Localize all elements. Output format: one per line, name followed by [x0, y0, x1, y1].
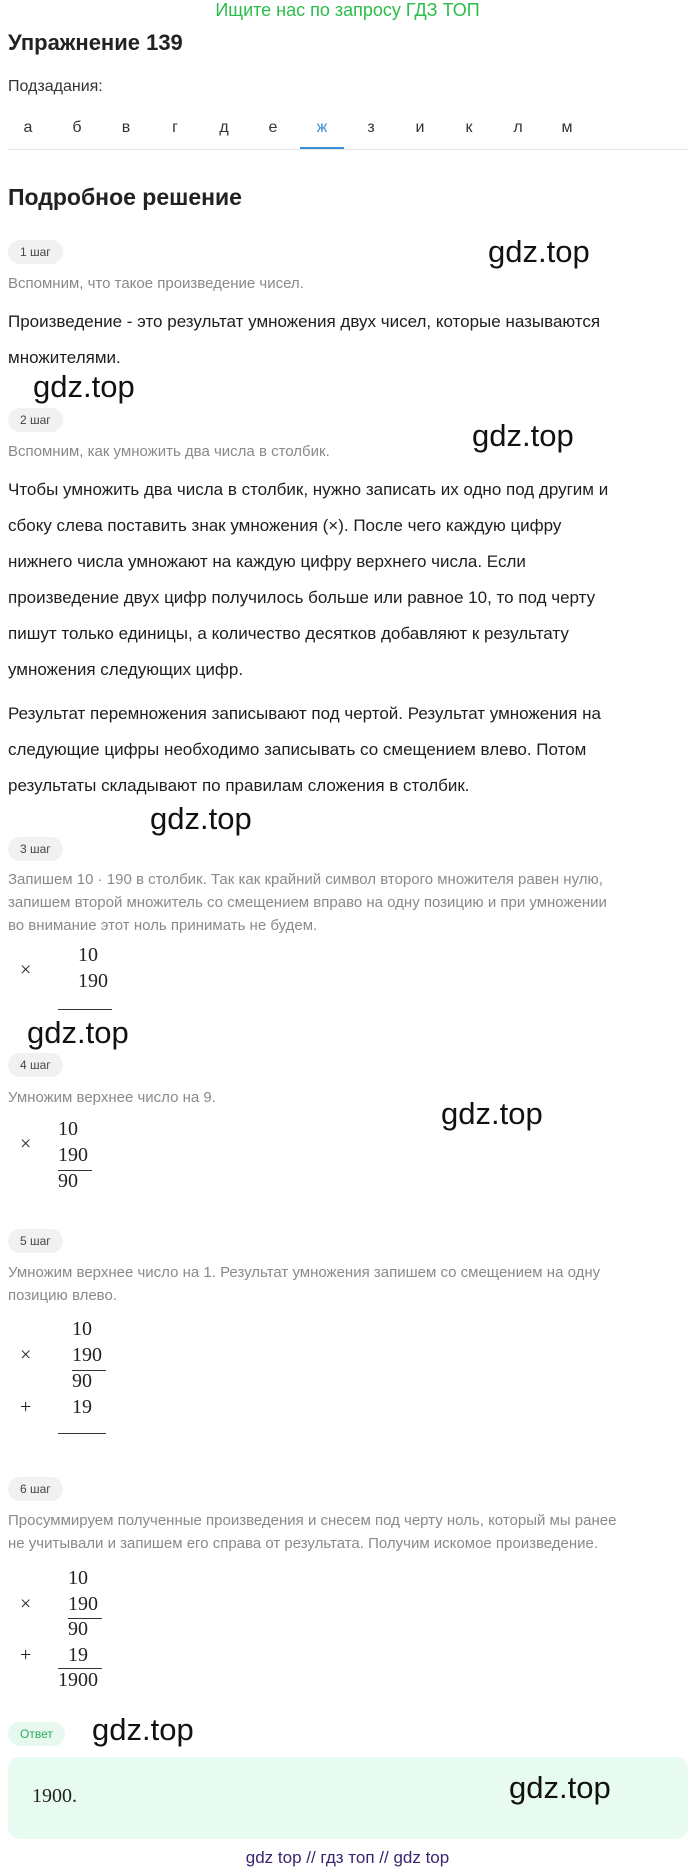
step-text-line: нижнего числа умножают на каждую цифру верхнего числа. Если [8, 552, 526, 571]
partial-product: 19 [68, 1644, 88, 1666]
watermark: gdz.top [92, 1712, 194, 1747]
active-tab-indicator [300, 147, 344, 149]
tab-b[interactable]: б [72, 119, 82, 136]
step-text-line: множителями. [8, 348, 121, 367]
bottom-number: 190 [68, 1593, 98, 1615]
step-text-line: Произведение - это результат умножения двух чисел, которые называются [8, 312, 601, 331]
partial-product: 19 [72, 1396, 92, 1418]
step-text-line: результаты складывают по правилам сложения в столбик. [8, 776, 470, 795]
subtask-tabs [8, 117, 688, 150]
watermark: gdz.top [27, 1015, 129, 1050]
times-sign: × [20, 1593, 32, 1615]
watermark: gdz.top [509, 1770, 611, 1805]
step-hint: позицию влево. [8, 1287, 117, 1304]
step-hint: Умножим верхнее число на 1. Результат умножения запишем со смещением на одну [8, 1264, 601, 1281]
plus-sign: + [20, 1396, 32, 1418]
step-hint: Вспомним, как умножить два числа в столбик. [8, 443, 330, 460]
subtasks-label: Подзадания: [8, 78, 103, 95]
tab-i[interactable]: и [415, 119, 425, 136]
step-text-line: произведение двух цифр получилось больше или равное 10, то под черту [8, 588, 596, 607]
step-hint: запишем второй множитель со смещением вправо на одну позицию и при умножении [8, 894, 607, 911]
step-hint: Просуммируем полученные произведения и снесем под черту ноль, который мы ранее [8, 1512, 617, 1529]
footer-links[interactable]: gdz top // гдз топ // gdz top [245, 1848, 450, 1867]
bottom-number: 190 [72, 1344, 102, 1366]
page-title: Упражнение 139 [8, 30, 183, 55]
step-text-line: сбоку слева поставить знак умножения (×). После чего каждую цифру [8, 516, 562, 535]
top-number: 10 [72, 1318, 92, 1340]
step-text-line: Результат перемножения записывают под чертой. Результат умножения на [8, 704, 601, 723]
partial-product: 90 [58, 1170, 78, 1192]
top-number: 10 [68, 1567, 88, 1589]
step-badge: 1 шаг [8, 240, 63, 264]
step-text-line: умножения следующих цифр. [8, 660, 244, 679]
answer-badge: Ответ [8, 1722, 65, 1746]
tab-g[interactable]: г [172, 119, 178, 136]
tab-k[interactable]: к [465, 119, 473, 136]
section-title: Подробное решение [8, 184, 242, 210]
step-text-line: следующие цифры необходимо записывать со смещением влево. Потом [8, 740, 587, 759]
step-badge: 3 шаг [8, 837, 63, 861]
step-hint: во внимание этот ноль принимать не будем. [8, 917, 318, 934]
tab-zh-active[interactable]: ж [316, 119, 328, 136]
tab-z[interactable]: з [367, 119, 375, 136]
tab-l[interactable]: л [513, 119, 523, 136]
partial-product: 90 [68, 1618, 88, 1640]
top-number: 10 [78, 944, 98, 966]
step-badge: 2 шаг [8, 408, 63, 432]
tab-a[interactable]: а [23, 119, 33, 136]
watermark: gdz.top [472, 418, 574, 453]
underline [58, 1009, 112, 1010]
step-hint: Вспомним, что такое произведение чисел. [8, 275, 304, 292]
bottom-number: 190 [78, 970, 108, 992]
promo-banner[interactable]: Ищите нас по запросу ГДЗ ТОП [215, 0, 480, 20]
step-text-line: пишут только единицы, а количество десятков добавляют к результату [8, 624, 569, 643]
top-number: 10 [58, 1118, 78, 1140]
watermark: gdz.top [488, 234, 590, 269]
step-badge: 4 шаг [8, 1053, 63, 1077]
watermark: gdz.top [33, 369, 135, 404]
tab-v[interactable]: в [121, 119, 131, 136]
tab-m[interactable]: м [561, 119, 573, 136]
plus-sign: + [20, 1644, 32, 1666]
times-sign: × [20, 1344, 32, 1366]
answer-value: 1900. [32, 1785, 77, 1807]
step-hint: Умножим верхнее число на 9. [8, 1089, 216, 1106]
tab-d[interactable]: д [219, 119, 229, 136]
underline [58, 1433, 106, 1434]
watermark: gdz.top [441, 1096, 543, 1131]
partial-product: 90 [72, 1370, 92, 1392]
step-text-line: Чтобы умножить два числа в столбик, нужно записать их одно под другим и [8, 480, 609, 499]
times-sign: × [20, 1133, 32, 1155]
step-badge: 6 шаг [8, 1477, 63, 1501]
final-result: 1900 [58, 1669, 98, 1691]
step-badge: 5 шаг [8, 1229, 63, 1253]
times-sign: × [20, 959, 32, 981]
watermark: gdz.top [150, 801, 252, 836]
step-hint: Запишем 10 · 190 в столбик. Так как крайний символ второго множителя равен нулю, [8, 871, 603, 888]
tab-e[interactable]: е [268, 119, 278, 136]
step-hint: не учитывали и запишем его справа от результата. Получим искомое произведение. [8, 1535, 599, 1552]
bottom-number: 190 [58, 1144, 88, 1166]
